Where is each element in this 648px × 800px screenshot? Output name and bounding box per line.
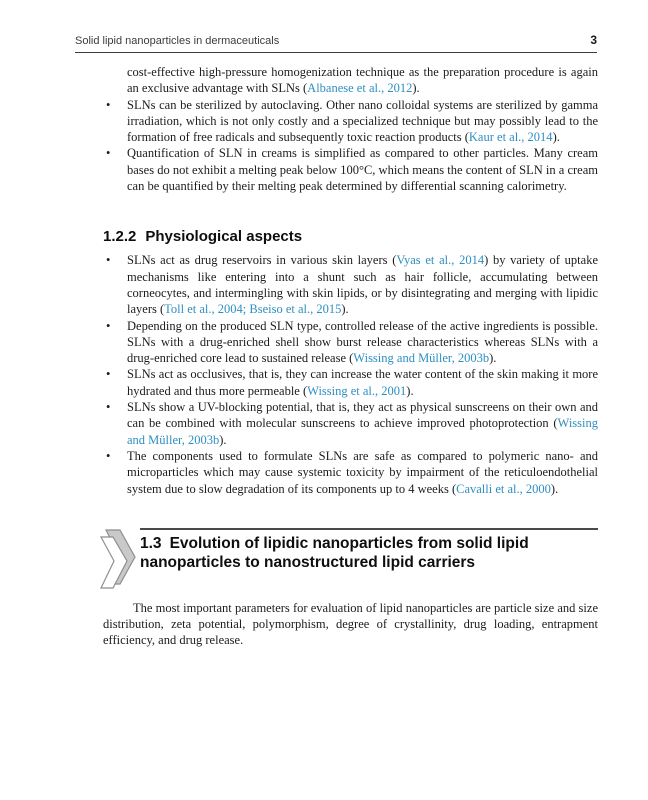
citation-link[interactable]: Vyas et al., 2014 bbox=[396, 253, 485, 268]
chevron-right-icon bbox=[100, 528, 136, 590]
bullet-list-preparation bbox=[103, 97, 598, 195]
text-run: SLNs act as drug reservoirs in various skin layers ( bbox=[127, 253, 397, 268]
list-item bbox=[103, 145, 598, 194]
text-run: ). bbox=[341, 302, 349, 317]
citation-link[interactable]: Toll et al., 2004; Bseiso et al., 2015 bbox=[164, 302, 342, 317]
text-run: ). bbox=[552, 130, 560, 145]
section-title-line2: nanoparticles to nanostructured lipid carriers bbox=[140, 553, 476, 571]
text-run: ). bbox=[550, 481, 559, 496]
section-heading-1-3 bbox=[103, 528, 598, 590]
list-item bbox=[103, 252, 598, 317]
page-number: 3 bbox=[590, 33, 597, 47]
text-run: ). bbox=[219, 432, 227, 447]
list-item bbox=[103, 399, 598, 448]
bullet-list-physiological bbox=[103, 252, 598, 496]
list-item bbox=[103, 318, 598, 367]
citation-link[interactable]: Albanese et al., 2012 bbox=[307, 81, 413, 96]
citation-link[interactable]: Kaur et al., 2014 bbox=[468, 130, 553, 145]
text-run: The most important parameters for evaluation of lipid nanoparticles are particle size and size distribution, zeta potential, polymorphism, degree of crystallinity, drug loading, entrapment efficiency, and drug release. bbox=[103, 600, 598, 648]
text-run: ) by variety of uptake mechanisms like entering into a shunt such as hair follicle, accumulating between corneocytes, and intermingling with skin lipids, or by disintegrating and merging with lipidic layers ( bbox=[127, 253, 598, 317]
closing-paragraph bbox=[103, 600, 598, 649]
citation-link[interactable]: Wissing and Müller, 2003b bbox=[127, 416, 598, 447]
text-run: ). bbox=[406, 383, 414, 398]
section-number: 1.3 bbox=[140, 534, 162, 552]
page-body bbox=[103, 64, 598, 649]
list-item bbox=[103, 366, 598, 399]
running-header bbox=[75, 33, 597, 53]
text-run: ). bbox=[412, 81, 420, 96]
text-run: The components used to formulate SLNs are safe as compared to polymeric nano- and microparticles which may cause systemic toxicity by impairment of the reticuloendothelial system due to slow degradation of its components up to 4 weeks ( bbox=[127, 448, 598, 496]
citation-link[interactable]: Wissing and Müller, 2003b bbox=[353, 351, 490, 366]
text-run: SLNs act as occlusives, that is, they can increase the water content of the skin making it more hydrated and thus more permeable ( bbox=[127, 367, 598, 398]
section-number: 1.2.2 bbox=[103, 228, 137, 246]
text-run: SLNs can be sterilized by autoclaving. Other nano colloidal systems are sterilized by gamma irradiation, which is not only costly and a specialized technique but may possibly lead to the formation of free radicals and subsequently toxic reaction products ( bbox=[127, 97, 598, 145]
continued-paragraph bbox=[127, 64, 598, 97]
section-title: Physiological aspects bbox=[145, 228, 303, 246]
text-run: SLNs show a UV-blocking potential, that is, they act as physical sunscreens on their own and can be combined with molecular sunscreens to achieve improved photoprotection ( bbox=[127, 400, 598, 431]
section-heading-1-2-2 bbox=[103, 227, 598, 246]
list-item bbox=[103, 448, 598, 497]
text-run: Quantification of SLN in creams is simplified as compared to other particles. Many cream bases do not exhibit a melting peak below 100°C, which means the content of SLN in a cream can be quantified by their melting peak determined by differential scanning calorimetry. bbox=[127, 146, 598, 194]
running-title: Solid lipid nanoparticles in dermaceuticals bbox=[75, 35, 280, 47]
text-run: ). bbox=[489, 351, 497, 366]
section-title-line1: Evolution of lipidic nanoparticles from solid lipid bbox=[169, 534, 529, 552]
citation-link[interactable]: Wissing et al., 2001 bbox=[307, 383, 407, 398]
citation-link[interactable]: Cavalli et al., 2000 bbox=[456, 481, 551, 496]
list-item bbox=[103, 97, 598, 146]
text-run: Depending on the produced SLN type, controlled release of the active ingredients is possible. SLNs with a drug-enriched shell show burst release characteristics whereas SLNs with a drug-enriched core lead to sustained release ( bbox=[127, 318, 598, 366]
text-run: cost-effective high-pressure homogenization technique as the preparation procedure is again an exclusive advantage with SLNs ( bbox=[127, 65, 598, 96]
section-heading-block bbox=[140, 528, 598, 572]
section-heading-text bbox=[140, 534, 598, 572]
heading-rule bbox=[140, 528, 598, 530]
